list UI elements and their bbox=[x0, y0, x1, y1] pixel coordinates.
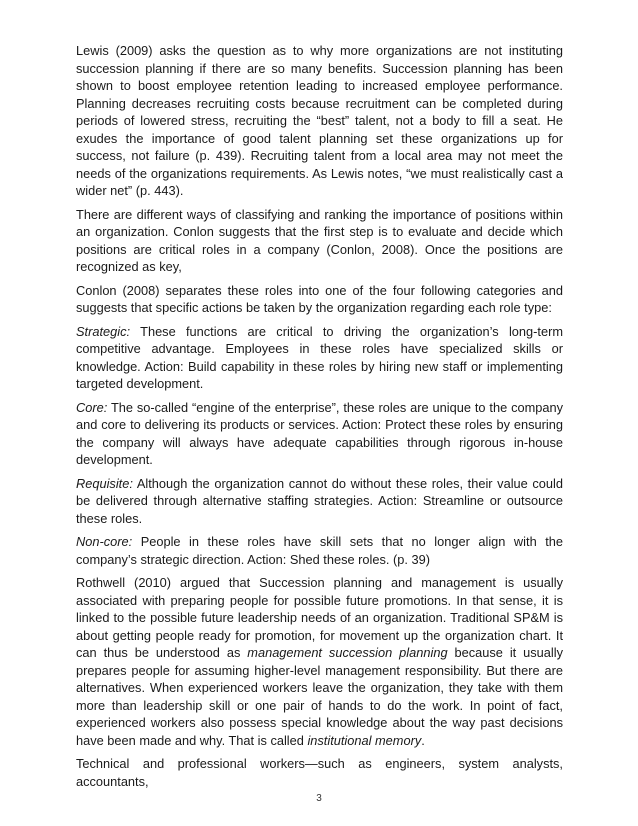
management-succession-planning-term: management succession planning bbox=[247, 645, 448, 660]
body-text bbox=[76, 42, 563, 796]
rothwell-text-part1: Rothwell (2010) argued that Succession planning and management is usually associated with preparing people for possible future promotions. In that sense, it is linked to the possible future leadership needs of an organization. Traditional SP&M is about getting people ready for promotion, for movement up the organization chart. It can thus be understood as bbox=[76, 575, 563, 660]
requisite-label: Requisite: bbox=[76, 475, 133, 491]
institutional-memory-term: institutional memory bbox=[307, 732, 422, 748]
paragraph-conlon-categories: Conlon (2008) separates these roles into one of the four following categories and suggests that specific actions be taken by the organization regarding each role type: bbox=[76, 282, 563, 315]
rothwell-text-part3: . bbox=[421, 732, 425, 748]
rothwell-text-part2: because it usually prepares people for assuming higher-level management responsibility. But there are alternatives. When experienced workers leave the organization, they take with them more than leadership skill or one pair of hands to do the work. In point of fact, experienced workers also possess special knowledge about the way past decisions have been made and why. That is called bbox=[76, 645, 563, 748]
paragraph-rothwell bbox=[76, 574, 563, 749]
paragraph-requisite bbox=[76, 475, 563, 528]
paragraph-noncore bbox=[76, 533, 563, 568]
requisite-text: Although the organization cannot do without these roles, their value could be delivered through alternative staffing strategies. Action: Streamline or outsource these roles. bbox=[76, 475, 563, 526]
core-label: Core: bbox=[76, 399, 108, 415]
strategic-label: Strategic: bbox=[76, 323, 131, 339]
noncore-label: Non-core: bbox=[76, 534, 133, 549]
core-text: The so-called “engine of the enterprise”, these roles are unique to the company and core to delivering its products or services. Action: Protect these roles by ensuring the company will always have adequate capabilities through rigorous in-house development. bbox=[76, 399, 563, 467]
paragraph-core bbox=[76, 399, 563, 469]
strategic-text: These functions are critical to driving the organization’s long-term competitive advantage. Employees in these roles have specialized skills or knowledge. Action: Build capability in these roles by hiring new staff or implementing targeted development. bbox=[76, 323, 563, 391]
paragraph-technical-workers: Technical and professional workers—such as engineers, system analysts, accountants, bbox=[76, 756, 563, 789]
page-number: 3 bbox=[316, 793, 322, 804]
noncore-text: People in these roles have skill sets that no longer align with the company’s strategic direction. Action: Shed these roles. (p. 39) bbox=[76, 534, 563, 567]
paragraph-strategic bbox=[76, 323, 563, 393]
paragraph-classifying-positions: There are different ways of classifying and ranking the importance of positions within an organization. Conlon suggests that the first step is to evaluate and decide which positions are critical roles in a company (Conlon, 2008). Once the positions are recognized as key, bbox=[76, 206, 563, 274]
paragraph-lewis: Lewis (2009) asks the question as to why more organizations are not instituting succession planning if there are so many benefits. Succession planning has been shown to boost employee retention leading to increased employee performance. Planning decreases recruiting costs because recruitment can be completed during periods of lowered stress, recruiting the “best” talent, not a body to fill a seat. He exudes the importance of good talent planning set these organizations up for success, not failure (p. 439). Recruiting talent from a local area may not meet the needs of the organizations requirements. As Lewis notes, “we must realistically cast a wider net” (p. 443). bbox=[76, 43, 563, 198]
